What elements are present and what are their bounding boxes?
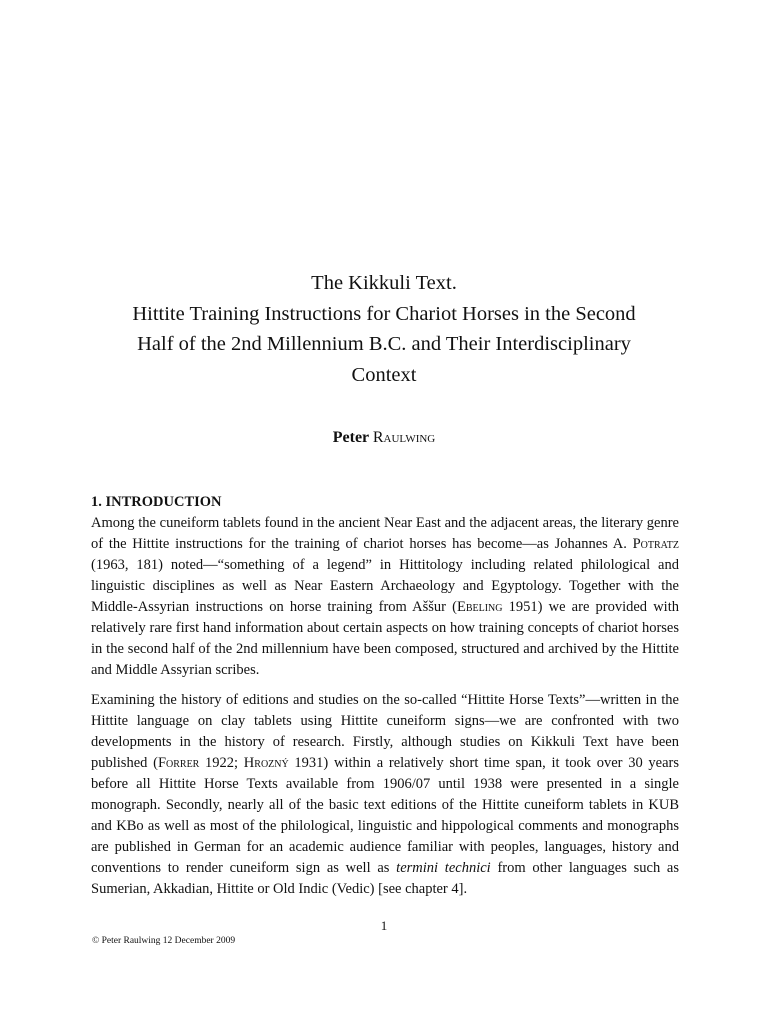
- p1-author-potratz: Potratz: [632, 536, 679, 552]
- document-title: [60, 268, 708, 390]
- title-line-3: Half of the 2nd Millennium B.C. and Their Interdisciplinary: [137, 333, 631, 355]
- p2-text-d: from other languages such as Sumerian, Akkadian, Hittite or Old Indic (Vedic) [see chapter 4].: [91, 860, 680, 897]
- p2-text-a: Examining the history of editions and studies on the so-called “Hittite Horse Texts”—written in the Hittite language on clay tablets using Hittite cuneiform signs—we are confronted with two developments in the history of research. Firstly, although studies on Kikkuli Text have been published (: [91, 692, 679, 771]
- p1-text-b: (1963, 181) noted—“something of a legend” in Hittitology including related philological and linguistic disciplines as well as Near Eastern Archaeology and Egyptology. Together with the Middle-Assyrian instructions on horse training from Aššur (: [91, 557, 679, 615]
- p2-author-hrozny: Hrozný: [243, 755, 289, 771]
- p2-italic-term: termini technici: [396, 860, 491, 876]
- title-line-4: Context: [351, 363, 417, 386]
- section-heading: 1. INTRODUCTION: [91, 494, 222, 510]
- title-line-2: Hittite Training Instructions for Chariot Horses in the Second: [132, 302, 636, 325]
- paragraph-2: [91, 690, 679, 900]
- copyright-footer: © Peter Raulwing 12 December 2009: [92, 936, 236, 946]
- title-line-1: The Kikkuli Text.: [311, 272, 457, 294]
- paragraph-1: [91, 513, 679, 681]
- author-name: [0, 429, 768, 447]
- author-first-name: Peter: [332, 429, 369, 446]
- p1-author-ebeling: Ebeling: [456, 599, 503, 615]
- p2-text-b: 1922;: [199, 755, 244, 771]
- page-number: 1: [380, 918, 388, 933]
- p2-text-c: 1931) within a relatively short time span, it took over 30 years before all Hittite Horse Texts available from 1906/07 until 1938 were presented in a single monograph. Secondly, nearly all of the basic text editions of the Hittite cuneiform tablets in KUB and KBo as well as most of the philological, linguistic and hippological comments and monographs are published in German for an academic audience familiar with peoples, languages, history and conventions to render cuneiform sign as well as: [91, 755, 679, 876]
- p2-author-forrer: Forrer: [157, 755, 200, 771]
- author-last-name: Raulwing: [372, 429, 436, 446]
- p1-text-c: 1951) we are provided with relatively rare first hand information about certain aspects on how training concepts of chariot horses in the second half of the 2nd millennium have been composed, structured and archived by the Hittite and Middle Assyrian scribes.: [91, 599, 679, 678]
- p1-text-a: Among the cuneiform tablets found in the ancient Near East and the adjacent areas, the literary genre of the Hittite instructions for the training of chariot horses has become—as Johannes A.: [91, 515, 679, 552]
